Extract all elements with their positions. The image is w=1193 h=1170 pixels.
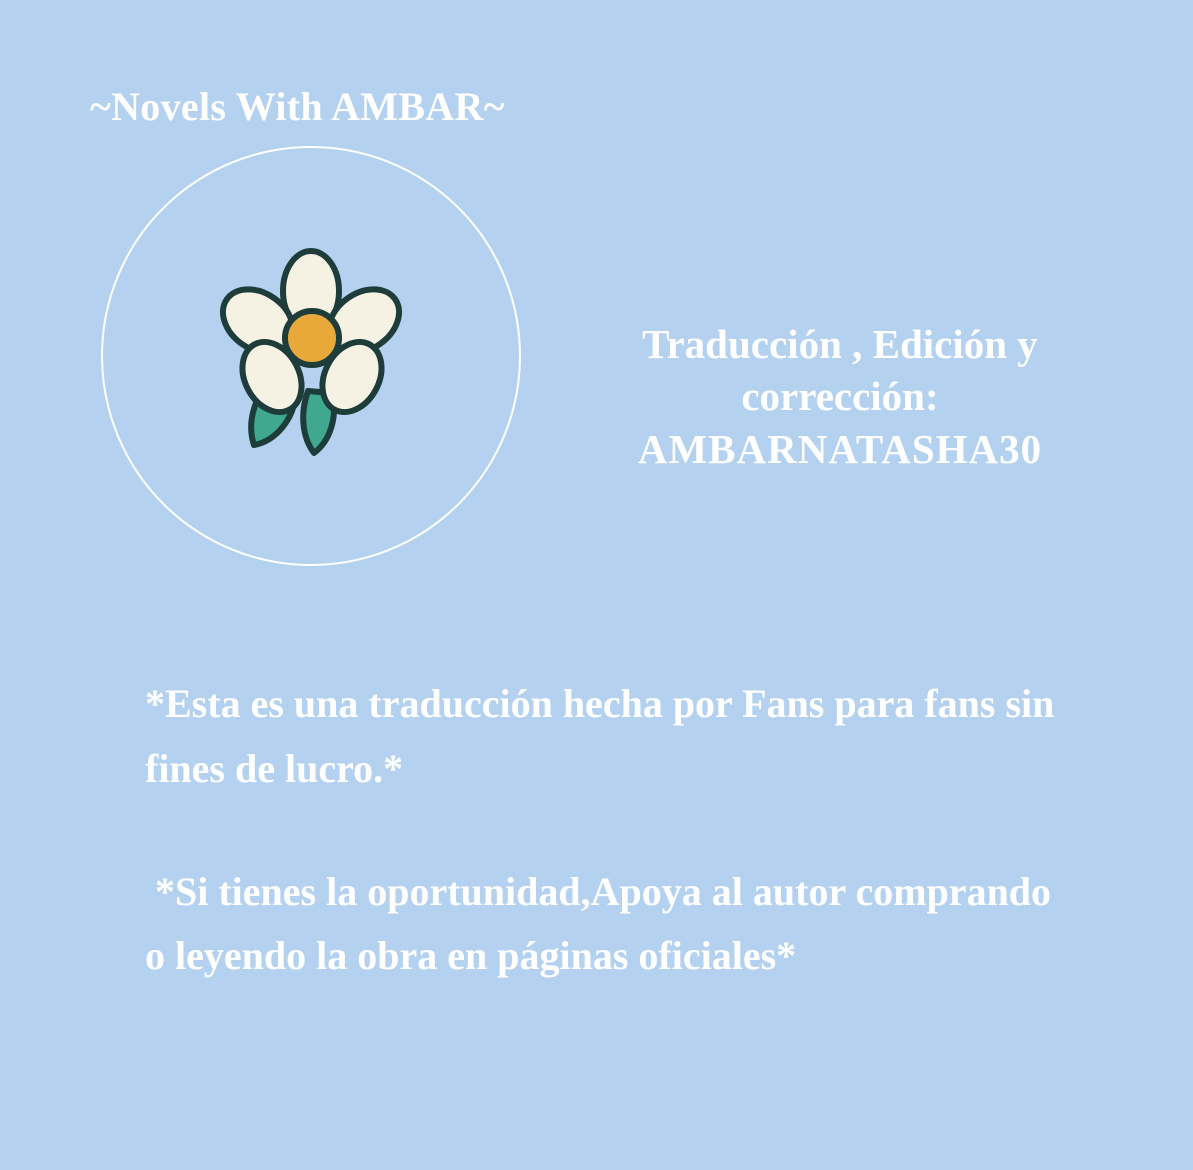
credits-line-1: Traducción , Edición y	[642, 321, 1038, 367]
logo-circle-frame	[101, 146, 521, 566]
daisy-flower-icon	[196, 241, 426, 471]
disclaimer-paragraph-2: *Si tienes la oportunidad,Apoya al autor comprando o leyendo la obra en páginas oficiales*	[145, 868, 1052, 979]
brand-title: ~Novels With AMBAR~	[90, 84, 505, 129]
credits-block	[560, 318, 1120, 475]
credits-line-2: corrección:	[741, 373, 939, 420]
disclaimer-block	[145, 672, 1075, 989]
credits-translator-name: AMBARNATASHA30	[637, 425, 1043, 472]
disclaimer-paragraph-1: *Esta es una traducción hecha por Fans para fans sin fines de lucro.*	[145, 681, 1055, 791]
